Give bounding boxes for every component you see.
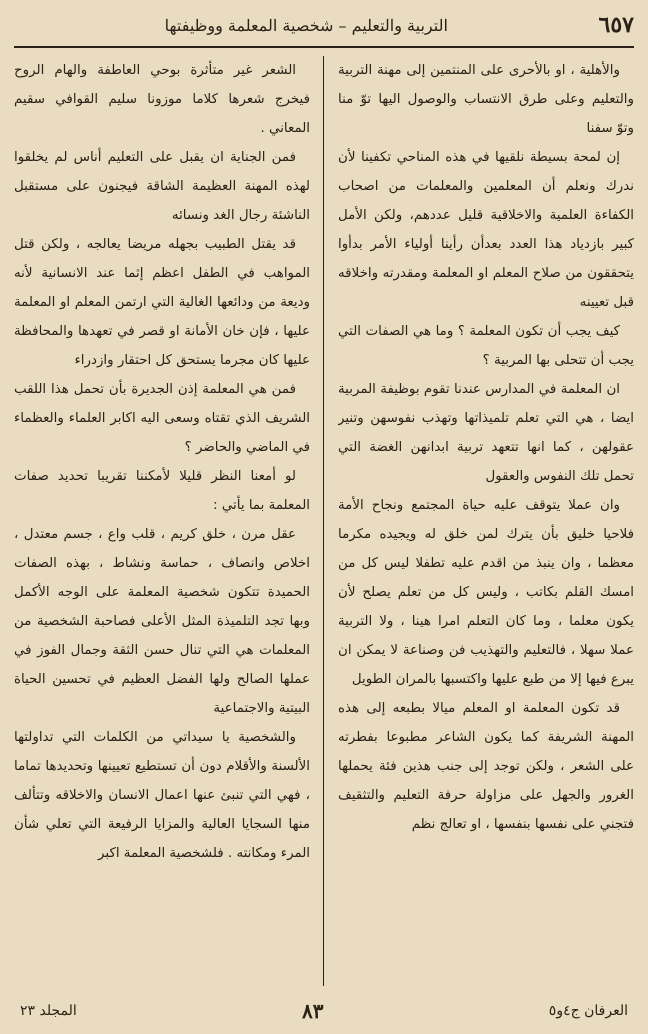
footer-page-number: ٨٣	[302, 999, 324, 1023]
journal-issue: العرفان ج٤و٥	[548, 1003, 628, 1019]
paragraph: والأهلية ، او بالأحرى على المنتمين إلى مهنة التربية والتعليم وعلى طرق الانتساب والوصول اليها توّ منا وتوّ سفنا	[338, 63, 634, 136]
paragraph: فمن هي المعلمة إذن الجديرة بأن تحمل هذا اللقب الشريف الذي تقتاه وسعى اليه اكابر العلماء والعظماء في الماضي والحاضر ؟	[14, 382, 310, 455]
paragraph: قد تكون المعلمة او المعلم ميالا بطبعه إلى هذه المهنة الشريفة كما يكون الشاعر مطبوعا بفطرته على الشعر ، ولكن توجد إلى جنب هذين فئة يحملها الغرور والجهل على مزاولة حرفة التعليم والتثقيف فتجني على نفسها بنفسها ، او تعالج نظم	[338, 701, 634, 832]
paragraph: إن لمحة بسيطة نلقيها في هذه المناحي تكفينا لأن ندرك ونعلم أن المعلمين والمعلمات من اصحاب الكفاءة العلمية والاخلاقية قليل عددهم، ولكن الأمل كبير بازدياد هذا العدد بعدأن رأينا أولياء الأمر بدأوا يتحققون من صلاح المعلم او المعلمة ومقدرته واخلاقه قبل تعيينه	[338, 150, 634, 310]
paragraph: ان المعلمة في المدارس عندنا تقوم بوظيفة المربية ايضا ، هي التي تعلم تلميذاتها وتهذب نفوسهن وتنير عقولهن ، كما انها تتعهد تربية ابدانهن الغضة التي تحمل تلك النفوس والعقول	[338, 382, 634, 484]
header-rule	[14, 46, 634, 48]
page-number: ٦٥٧	[598, 12, 634, 38]
page-header	[14, 8, 634, 42]
paragraph: قد يقتل الطبيب بجهله مريضا يعالجه ، ولكن قتل المواهب في الطفل اعظم إثما عند الانسانية لأنه وديعة من ودائعها الغالية التي ارتمن المعلم او المعلمة عليها ، فإن خان الأمانة او قصر في تعهدها والمحافظة عليها كان مجرما يستحق كل احتقار وازدراء	[14, 237, 310, 368]
paragraph: لو أمعنا النظر قليلا لأمكننا تقريبا تحديد صفات المعلمة بما يأتي :	[14, 469, 310, 513]
paragraph: كيف يجب أن تكون المعلمة ؟ وما هي الصفات التي يجب أن تتحلى بها المربية ؟	[338, 324, 634, 368]
paragraph: وان عملا يتوقف عليه حياة المجتمع ونجاح الأمة فلاحيا خليق بأن يترك لمن خلق له ويجيده مكرما معظما ، وان ينبذ من اقدم عليه تطفلا ليس كل من امسك القلم بكاتب ، وليس كل من تعلم يصلح لأن يكون معلما ، وما كان التعلم امرا هينا ، ولا التربية عملا سهلا ، فالتعليم والتهذيب فن وصناعة لا يمكن ان يبرع فيها إلا من طبع عليها واكتسبها بالمران الطويل	[338, 498, 634, 687]
right-column	[338, 56, 634, 986]
paragraph: عقل مرن ، خلق كريم ، قلب واع ، جسم معتدل ، اخلاص وانصاف ، حماسة ونشاط ، بهذه الصفات الحميدة تتكون شخصية المعلمة على الوجه الأكمل وبها تجد التلميذة المثل الأعلى فصاحبة الشخصية من المعلمات هي التي تنال حسن الثقة وجمال الفوز في عملها الصالح ولها الفضل العظيم في تحسين الحياة البيتية والاجتماعية	[14, 527, 310, 716]
running-title: التربية والتعليم – شخصية المعلمة ووظيفتها	[164, 15, 448, 35]
paragraph: الشعر غير متأثرة بوحي العاطفة والهام الروح فيخرج شعرها كلاما موزونا سليم القوافي سقيم المعاني .	[14, 63, 310, 136]
paragraph: والشخصية يا سيداتي من الكلمات التي تداولتها الألسنة والأقلام دون أن تستطيع تعيينها وتحديدها تماما ، فهي التي تنبئ عنها اعمال الانسان والاخلاقه وتتألف منها السجايا العالية والمزايا الرفيعة التي تعلي شأن المرء ومكانته . فلشخصية المعلمة اكبر	[14, 730, 310, 861]
volume-label: المجلد ٢٣	[20, 1003, 77, 1019]
page-footer	[20, 996, 628, 1026]
column-divider	[323, 56, 324, 986]
left-column	[14, 56, 310, 986]
paragraph: فمن الجناية ان يقبل على التعليم أناس لم يخلقوا لهذه المهنة العظيمة الشاقة فيجنون على مستقبل الناشئة رجال الغد ونسائه	[14, 150, 310, 223]
